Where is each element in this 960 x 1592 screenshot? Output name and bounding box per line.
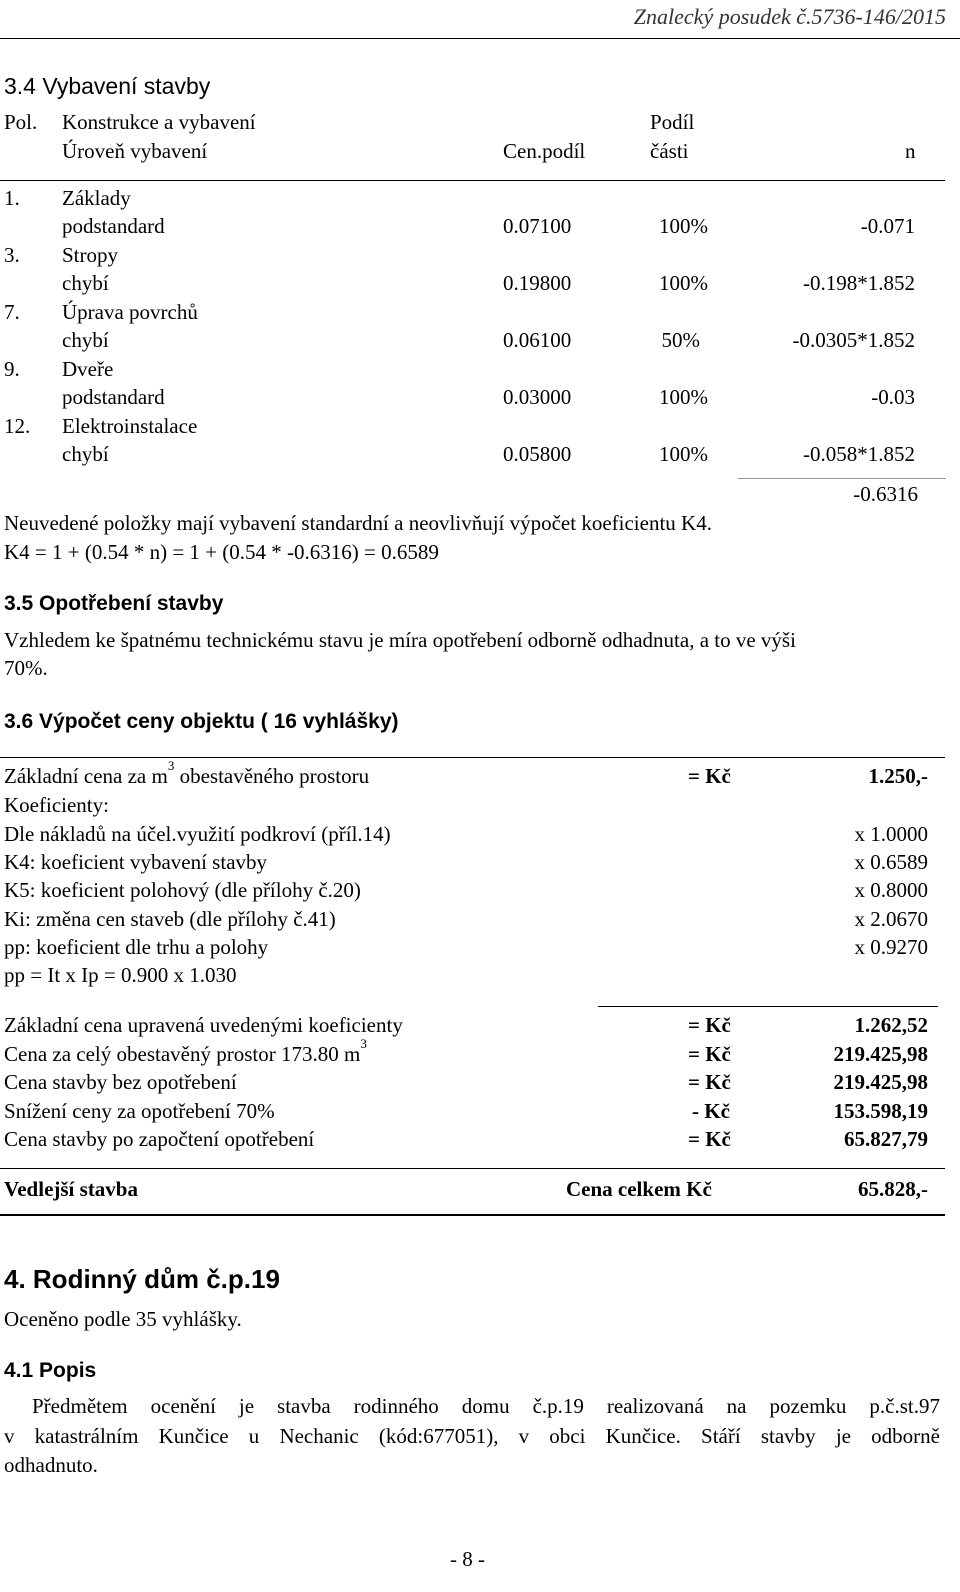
item-level: podstandard [62, 214, 165, 238]
total-rule [0, 1168, 945, 1169]
col-podil-2: části [650, 139, 689, 163]
item-name: Základy [62, 186, 131, 210]
col-podil-1: Podíl [650, 110, 695, 134]
item-number: 7. [4, 300, 20, 324]
item-level: chybí [62, 442, 109, 466]
col-pol: Pol. [4, 110, 38, 134]
item-podil: 50% [661, 328, 700, 352]
total-value: 65.828,- [858, 1177, 928, 1201]
item-cen-podil: 0.06100 [503, 328, 572, 352]
table-header-rule [0, 180, 945, 181]
result-label: Cena za celý obestavěný prostor 173.80 $m^3$ [4, 1036, 367, 1066]
coef-label: K5: koeficient polohový (dle přílohy č.20) [4, 878, 361, 902]
header-rule [0, 38, 960, 39]
result-value: 1.262,52 [854, 1013, 928, 1037]
description-line2: v katastrálním Kunčice u Nechanic (kód:677051), v obci Kunčice. Stáří stavby je odborně [4, 1424, 940, 1448]
n-sum: -0.6316 [853, 482, 918, 506]
document-header-title: Znalecký posudek č.5736-146/2015 [633, 4, 946, 29]
item-cen-podil: 0.19800 [503, 271, 572, 295]
item-number: 1. [4, 186, 20, 210]
total-label: Vedlejší stavba [4, 1177, 138, 1201]
base-price-operator: = Kč [688, 764, 731, 788]
section-4-1-title: 4.1 Popis [4, 1359, 97, 1382]
coef-value: x 1.0000 [854, 822, 928, 846]
item-cen-podil: 0.07100 [503, 214, 572, 238]
coef-value: x 0.6589 [854, 850, 928, 874]
result-operator: = Kč [688, 1127, 731, 1151]
section-3-4-title: 3.4 Vybavení stavby [4, 73, 211, 99]
item-name: Dveře [62, 357, 114, 381]
item-n: -0.0305*1.852 [792, 328, 915, 352]
coefficients-title: Koeficienty: [4, 793, 109, 817]
item-level: chybí [62, 328, 109, 352]
item-number: 3. [4, 243, 20, 267]
result-operator: - Kč [692, 1099, 730, 1123]
section-3-6-title: 3.6 Výpočet ceny objektu ( 16 vyhlášky) [4, 710, 399, 733]
base-price-value: 1.250,- [868, 764, 928, 788]
coef-value: x 2.0670 [854, 907, 928, 931]
item-cen-podil: 0.05800 [503, 442, 572, 466]
item-podil: 100% [659, 442, 708, 466]
result-label: Cena stavby po započtení opotřebení [4, 1127, 315, 1151]
description-line1: Předmětem ocenění je stavba rodinného domu č.p.19 realizovaná na pozemku p.č.st.97 [32, 1394, 940, 1418]
base-price-label: Základní cena za $m^3$ obestavěného prostoru [4, 758, 370, 788]
item-n: -0.071 [860, 214, 915, 238]
section-4-subtitle: Oceněno podle 35 vyhlášky. [4, 1307, 242, 1331]
result-value: 65.827,79 [844, 1127, 928, 1151]
item-n: -0.198*1.852 [803, 271, 915, 295]
pp-formula: pp = It x Ip = 0.900 x 1.030 [4, 963, 237, 987]
col-uroven: Úroveň vybavení [62, 139, 208, 163]
item-cen-podil: 0.03000 [503, 385, 572, 409]
result-label: Snížení ceny za opotřebení 70% [4, 1099, 275, 1123]
coef-label: pp: koeficient dle trhu a polohy [4, 935, 269, 959]
result-value: 153.598,19 [833, 1099, 928, 1123]
item-level: podstandard [62, 385, 165, 409]
result-value: 219.425,98 [833, 1070, 928, 1094]
section-3-5-title: 3.5 Opotřebení stavby [4, 592, 224, 615]
item-n: -0.058*1.852 [803, 442, 915, 466]
item-name: Úprava povrchů [62, 300, 198, 324]
item-level: chybí [62, 271, 109, 295]
coef-value: x 0.8000 [854, 878, 928, 902]
sum-rule [738, 478, 946, 479]
results-rule [598, 1006, 938, 1007]
k4-note: Neuvedené položky mají vybavení standardní a neovlivňují výpočet koeficientu K4. [4, 511, 712, 535]
result-label: Základní cena upravená uvedenými koeficienty [4, 1013, 403, 1037]
result-operator: = Kč [688, 1013, 731, 1037]
coef-label: Ki: změna cen staveb (dle přílohy č.41) [4, 907, 336, 931]
k4-formula: K4 = 1 + (0.54 * n) = 1 + (0.54 * -0.6316) = 0.6589 [4, 540, 439, 564]
item-podil: 100% [659, 385, 708, 409]
total-bottom-rule [0, 1214, 945, 1216]
section-4-title: 4. Rodinný dům č.p.19 [4, 1264, 280, 1294]
wear-text-line1: Vzhledem ke špatnému technickému stavu je míra opotřebení odborně odhadnuta, a to ve výši [4, 628, 796, 652]
coef-label: Dle nákladů na účel.využití podkroví (příl.14) [4, 822, 391, 846]
item-number: 9. [4, 357, 20, 381]
page-number: - 8 - [450, 1547, 485, 1571]
result-value: 219.425,98 [833, 1042, 928, 1066]
section-3-6-rule [0, 757, 945, 758]
wear-text-line2: 70%. [4, 656, 48, 680]
col-n: n [905, 139, 916, 163]
description-line3: odhadnuto. [4, 1453, 98, 1477]
total-middle-label: Cena celkem Kč [566, 1177, 712, 1201]
item-number: 12. [4, 414, 31, 438]
item-name: Elektroinstalace [62, 414, 198, 438]
result-operator: = Kč [688, 1042, 731, 1066]
col-cen-podil: Cen.podíl [503, 139, 586, 163]
item-podil: 100% [659, 271, 708, 295]
item-name: Stropy [62, 243, 119, 267]
item-n: -0.03 [871, 385, 915, 409]
coef-value: x 0.9270 [854, 935, 928, 959]
result-label: Cena stavby bez opotřebení [4, 1070, 237, 1094]
item-podil: 100% [659, 214, 708, 238]
result-operator: = Kč [688, 1070, 731, 1094]
col-konstrukce: Konstrukce a vybavení [62, 110, 256, 134]
coef-label: K4: koeficient vybavení stavby [4, 850, 268, 874]
